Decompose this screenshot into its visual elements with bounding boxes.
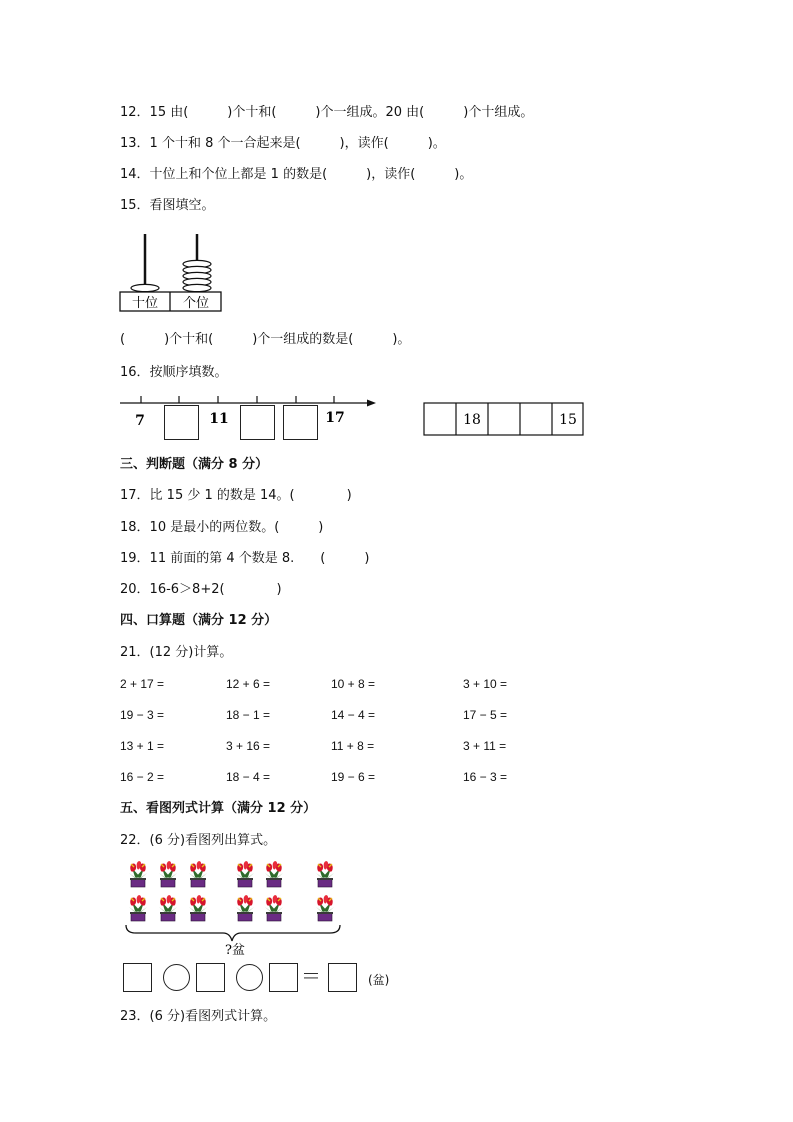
- calc-item: 16 − 3 =: [463, 770, 508, 784]
- answer-box[interactable]: [240, 405, 275, 440]
- calc-item: 2 + 17 =: [120, 677, 165, 691]
- ones-bead: [183, 284, 211, 291]
- question-13: 13．1 个十和 8 个一合起来是( )，读作( )。: [120, 136, 446, 151]
- sequence-boxes: [423, 402, 585, 438]
- brace-label: ?盆: [225, 943, 245, 958]
- equation-box[interactable]: [196, 963, 225, 992]
- numberline-label: 17: [325, 410, 345, 426]
- sequence-cell: 15: [559, 412, 577, 428]
- question-22: 22．(6 分)看图列出算式。: [120, 833, 277, 848]
- flower-pot: [265, 895, 283, 921]
- calc-item: 18 − 1 =: [226, 708, 271, 722]
- flower-pots-picture: [118, 858, 348, 958]
- flower-pot: [316, 861, 334, 887]
- equals-sign: ＝: [301, 964, 321, 988]
- section-4-heading: 四、口算题（满分 12 分）: [120, 613, 278, 628]
- question-20: 20．16-6＞8+2( ): [120, 582, 282, 597]
- operator-circle[interactable]: [163, 964, 190, 991]
- calc-item: 19 − 3 =: [120, 708, 165, 722]
- calc-item: 19 − 6 =: [331, 770, 376, 784]
- flower-pot: [265, 861, 283, 887]
- equation-box[interactable]: [269, 963, 298, 992]
- calc-item: 16 − 2 =: [120, 770, 165, 784]
- answer-box[interactable]: [283, 405, 318, 440]
- calc-item: 3 + 16 =: [226, 739, 271, 753]
- sequence-cell: 18: [463, 412, 481, 428]
- flower-pot: [236, 861, 254, 887]
- question-15: 15．看图填空。: [120, 198, 215, 213]
- result-box[interactable]: [328, 963, 357, 992]
- calc-item: 3 + 10 =: [463, 677, 508, 691]
- flower-pot: [129, 861, 147, 887]
- numberline-label: 11: [209, 411, 229, 427]
- question-14: 14．十位上和个位上都是 1 的数是( )，读作( )。: [120, 167, 473, 182]
- question-19: 19．11 前面的第 4 个数是 8. ( ): [120, 551, 370, 566]
- flower-pot: [236, 895, 254, 921]
- equation-box[interactable]: [123, 963, 152, 992]
- total-brace: [126, 925, 340, 941]
- flower-pot: [129, 895, 147, 921]
- calc-item: 11 + 8 =: [331, 739, 375, 753]
- calc-item: 18 − 4 =: [226, 770, 271, 784]
- flower-pot: [316, 895, 334, 921]
- abacus-diagram: [118, 230, 228, 315]
- question-23: 23．(6 分)看图列式计算。: [120, 1009, 277, 1024]
- calc-item: 13 + 1 =: [120, 739, 165, 753]
- flower-pot: [189, 861, 207, 887]
- calc-item: 12 + 6 =: [226, 677, 271, 691]
- question-18: 18．10 是最小的两位数。( ): [120, 520, 324, 535]
- flower-pot: [159, 861, 177, 887]
- calc-item: 17 − 5 =: [463, 708, 508, 722]
- question-12: 12．15 由( )个十和( )个一组成。20 由( )个十组成。: [120, 105, 534, 120]
- question-16: 16．按顺序填数。: [120, 365, 228, 380]
- calc-item: 14 − 4 =: [331, 708, 376, 722]
- section-5-heading: 五、看图列式计算（满分 12 分）: [120, 801, 317, 816]
- tens-label: 十位: [131, 296, 159, 311]
- question-21: 21．(12 分)计算。: [120, 645, 233, 660]
- operator-circle[interactable]: [236, 964, 263, 991]
- flower-pot: [159, 895, 177, 921]
- calc-item: 3 + 11 =: [463, 739, 507, 753]
- flower-pot: [189, 895, 207, 921]
- calc-item: 10 + 8 =: [331, 677, 376, 691]
- numberline-label: 7: [135, 413, 145, 429]
- ones-label: 个位: [182, 296, 210, 311]
- question-17: 17．比 15 少 1 的数是 14。( ): [120, 488, 352, 503]
- question-15-blanks: ( )个十和( )个一组成的数是( )。: [120, 332, 411, 347]
- unit-label: (盆): [368, 973, 390, 987]
- section-3-heading: 三、判断题（满分 8 分）: [120, 457, 269, 472]
- tens-bead: [131, 284, 159, 291]
- answer-box[interactable]: [164, 405, 199, 440]
